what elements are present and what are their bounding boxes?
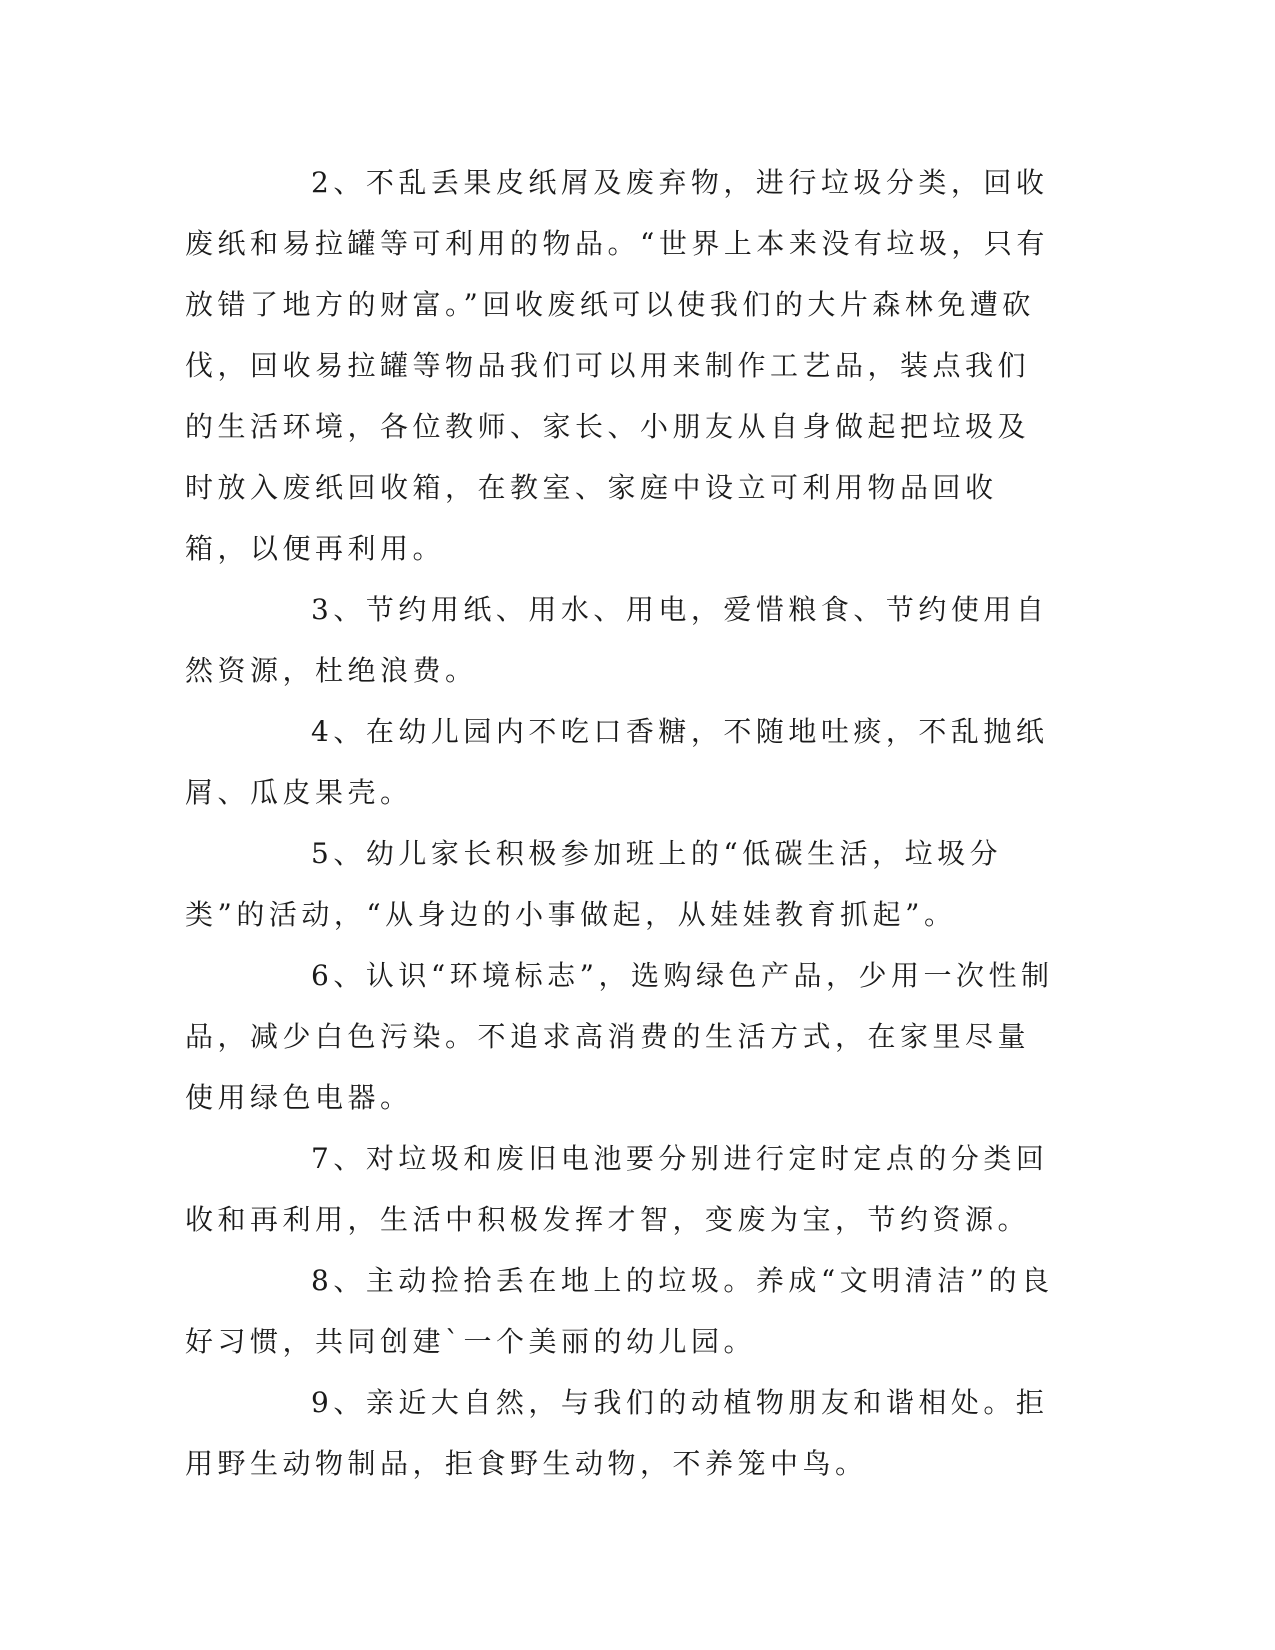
paragraph-item-9: 9、亲近大自然，与我们的动植物朋友和谐相处。拒用野生动物制品，拒食野生动物，不养笼中鸟。 (185, 1386, 1049, 1480)
paragraph-item-7: 7、对垃圾和废旧电池要分别进行定时定点的分类回收和再利用，生活中积极发挥才智，变废为宝，节约资源。 (185, 1142, 1049, 1236)
paragraph-item-2: 2、不乱丢果皮纸屑及废弃物，进行垃圾分类，回收废纸和易拉罐等可利用的物品。“世界上本来没有垃圾，只有放错了地方的财富。”回收废纸可以使我们的大片森林免遭砍伐，回收易拉罐等物品我们可以用来制作工艺品，装点我们的生活环境，各位教师、家长、小朋友从自身做起把垃圾及时放入废纸回收箱，在教室、家庭中设立可利用物品回收箱，以便再利用。 (185, 166, 1049, 565)
document-body (185, 152, 1055, 1494)
paragraph-item-3: 3、节约用纸、用水、用电，爱惜粮食、节约使用自然资源，杜绝浪费。 (185, 593, 1049, 687)
paragraph-item-8: 8、主动捡拾丢在地上的垃圾。养成“文明清洁”的良好习惯，共同创建`一个美丽的幼儿园。 (185, 1264, 1054, 1358)
paragraph-item-5: 5、幼儿家长积极参加班上的“低碳生活，垃圾分类”的活动，“从身边的小事做起，从娃娃教育抓起”。 (185, 837, 1003, 931)
paragraph-item-4: 4、在幼儿园内不吃口香糖，不随地吐痰，不乱抛纸屑、瓜皮果壳。 (185, 715, 1049, 809)
paragraph-item-6: 6、认识“环境标志”，选购绿色产品，少用一次性制品，减少白色污染。不追求高消费的生活方式，在家里尽量使用绿色电器。 (185, 959, 1054, 1114)
